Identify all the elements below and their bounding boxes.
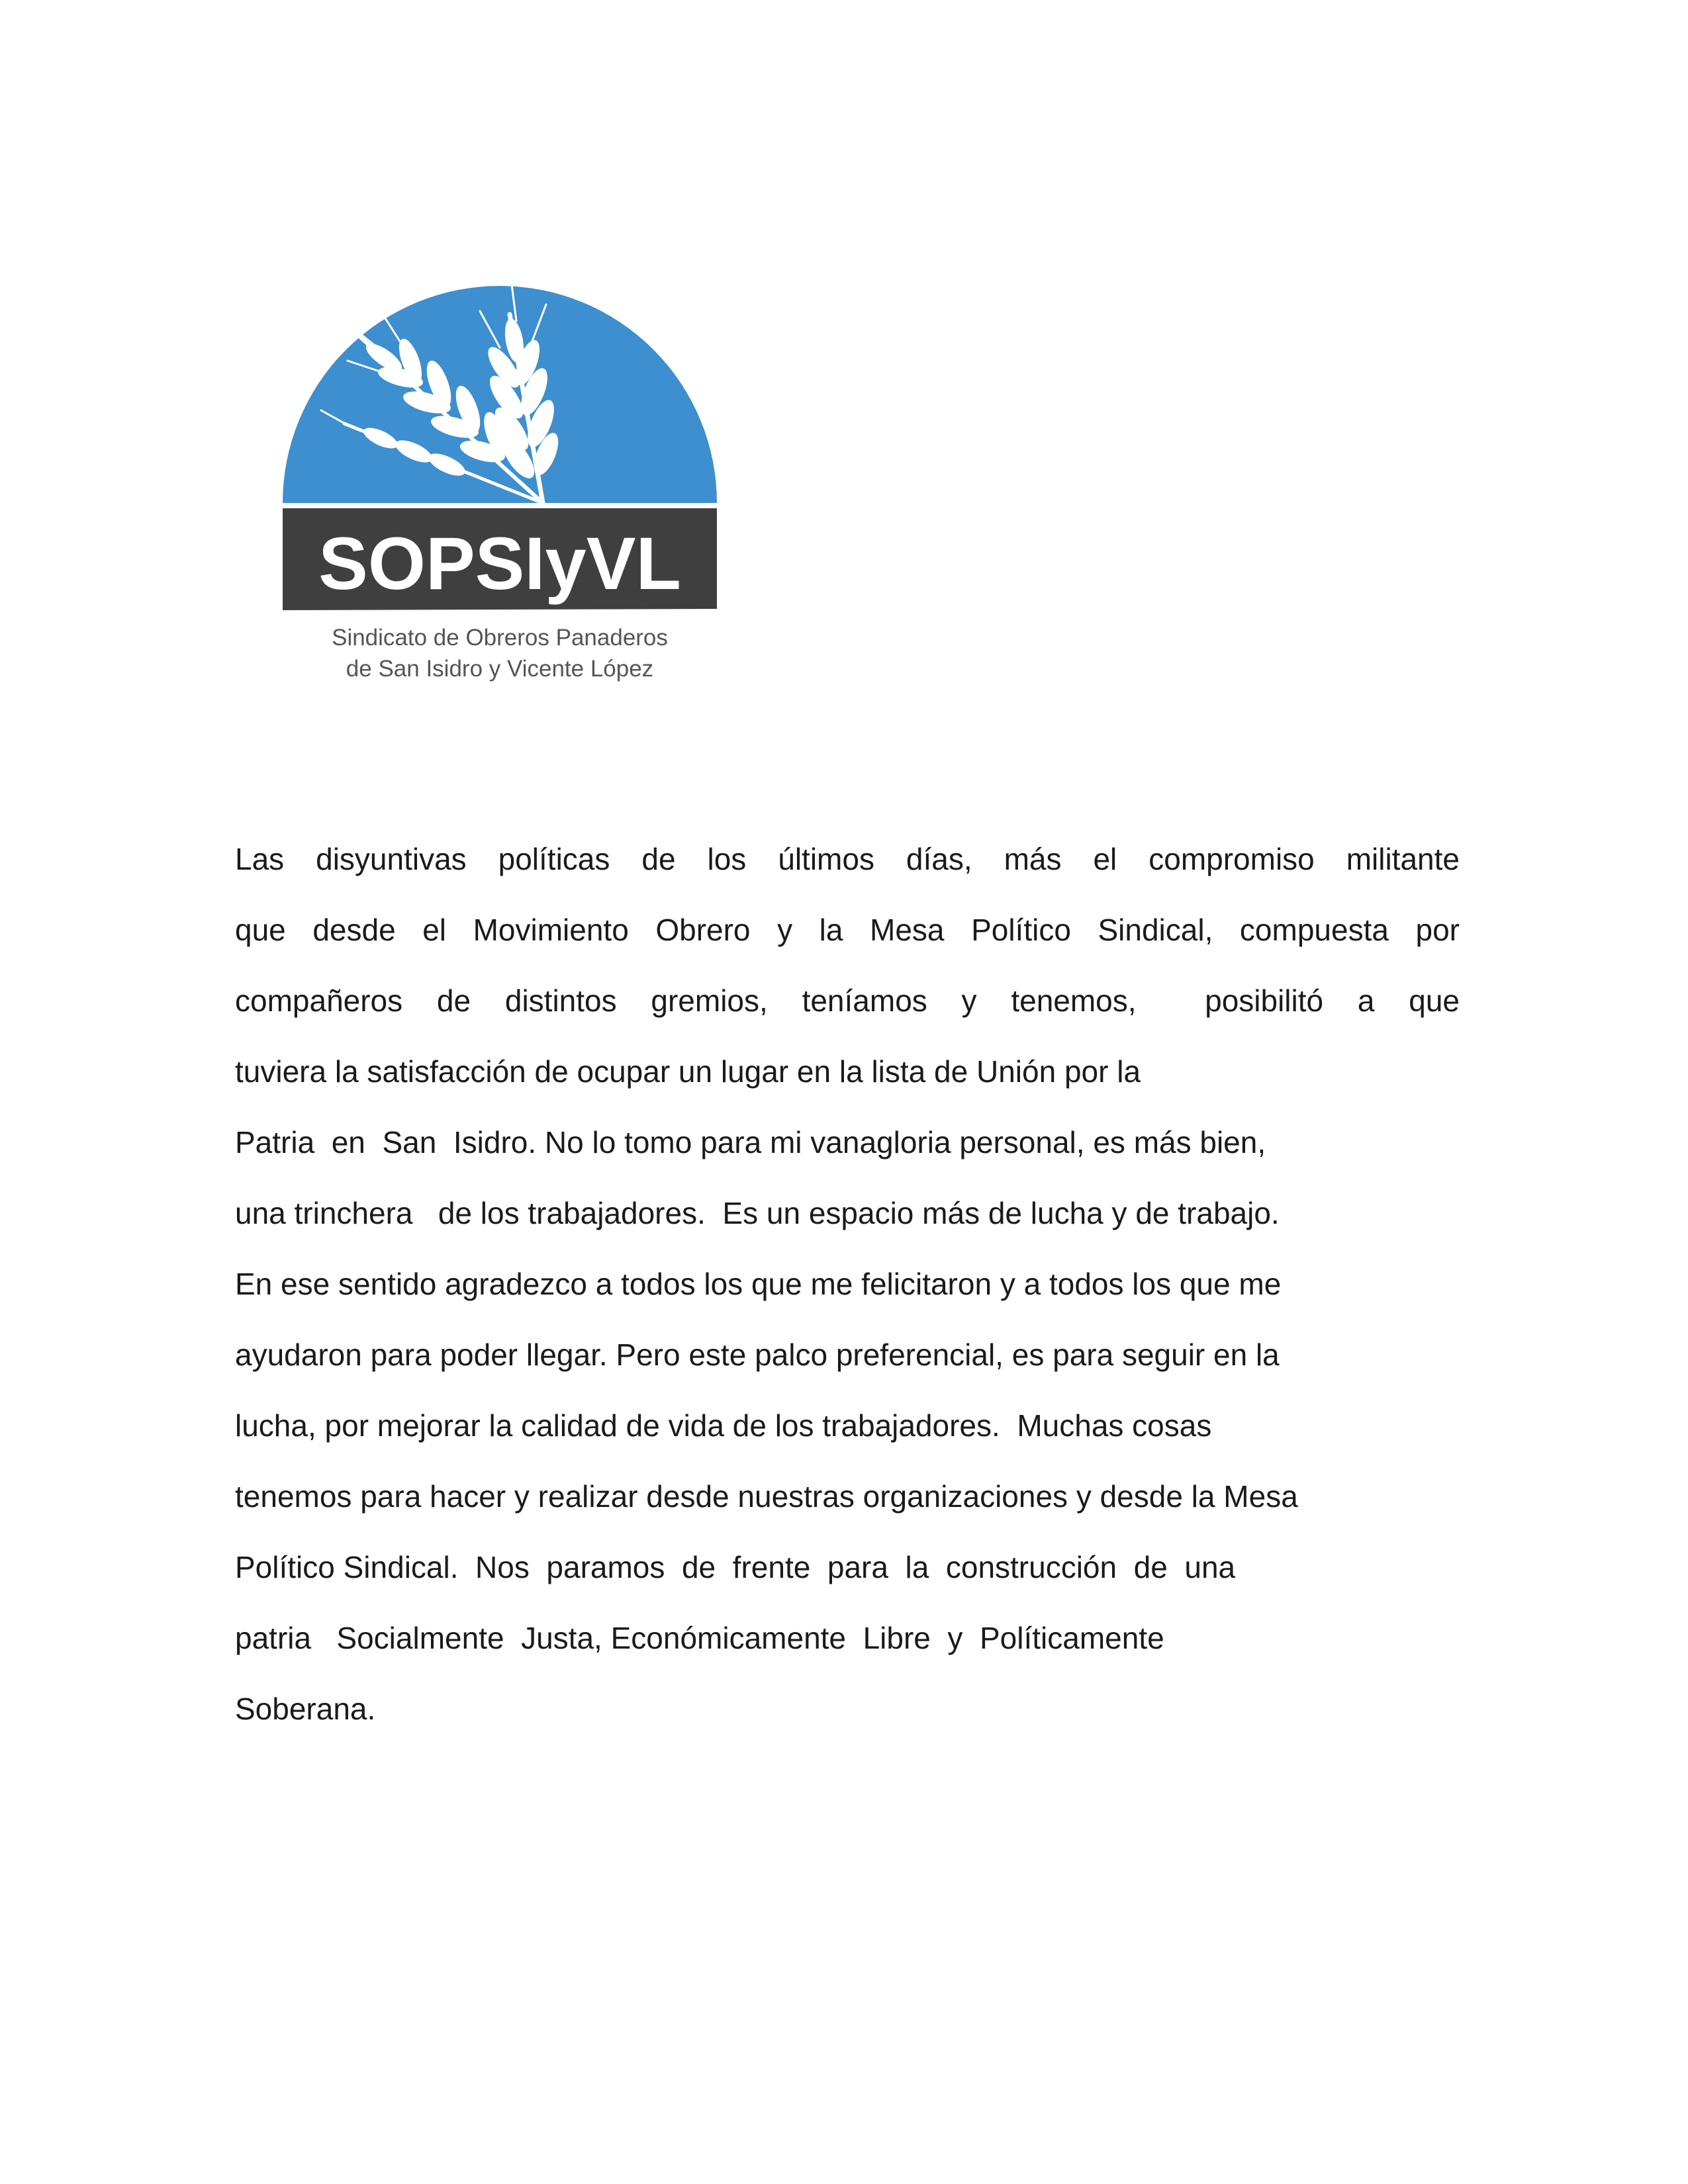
union-logo: [281, 285, 718, 682]
body-line: compañeros de distintos gremios, teníamos y tenemos, posibilitó a que: [235, 983, 1460, 1018]
body-line: ayudaron para poder llegar. Pero este palco preferencial, es para seguir en la: [235, 1338, 1280, 1372]
body-line: lucha, por mejorar la calidad de vida de los trabajadores. Muchas cosas: [235, 1408, 1212, 1443]
body-line: tenemos para hacer y realizar desde nuestras organizaciones y desde la Mesa: [235, 1479, 1298, 1514]
body-line: Soberana.: [235, 1692, 376, 1726]
logo-subtitle-line2: de San Isidro y Vicente López: [346, 656, 654, 682]
letter-body: [235, 824, 1460, 1745]
body-line: una trinchera de los trabajadores. Es un espacio más de lucha y de trabajo.: [235, 1196, 1280, 1230]
body-line: Las disyuntivas políticas de los últimos días, más el compromiso militante: [235, 842, 1460, 876]
logo-acronym: SOPSIyVL: [318, 522, 681, 605]
body-line: Político Sindical. Nos paramos de frente para la construcción de una: [235, 1550, 1236, 1584]
logo-subtitle-line1: Sindicato de Obreros Panaderos: [332, 625, 668, 651]
body-line: Patria en San Isidro. No lo tomo para mi vanagloria personal, es más bien,: [235, 1125, 1266, 1160]
body-line: patria Socialmente Justa, Económicamente Libre y Políticamente: [235, 1621, 1164, 1655]
body-line: En ese sentido agradezco a todos los que me felicitaron y a todos los que me: [235, 1267, 1282, 1301]
body-line: tuviera la satisfacción de ocupar un lugar en la lista de Unión por la: [235, 1054, 1141, 1089]
body-line: que desde el Movimiento Obrero y la Mesa Político Sindical, compuesta por: [235, 913, 1460, 947]
